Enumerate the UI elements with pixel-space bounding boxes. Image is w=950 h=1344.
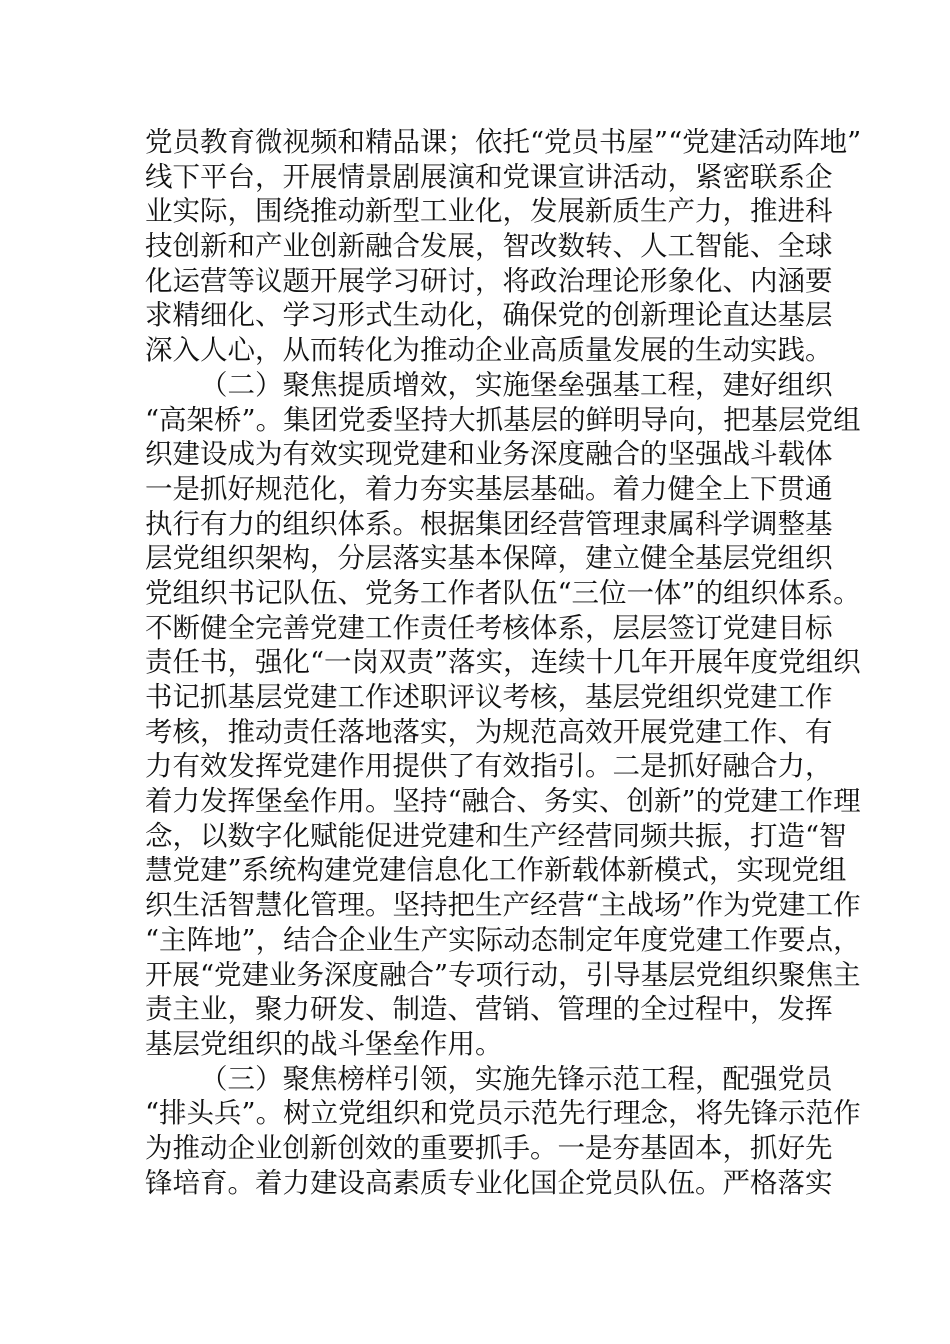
text-line: 深入人心，从而转化为推动企业高质量发展的生动实践。 bbox=[145, 334, 833, 367]
text-line: 为推动企业创新创效的重要抓手。一是夯基固本，抓好先 bbox=[145, 1131, 833, 1164]
text-line: 责主业，聚力研发、制造、营销、管理的全过程中，发挥 bbox=[145, 993, 833, 1026]
text-line: 技创新和产业创新融合发展，智改数转、人工智能、全球 bbox=[145, 230, 833, 263]
text-line: 考核，推动责任落地落实，为规范高效开展党建工作、有 bbox=[145, 715, 833, 748]
text-line: 责任书，强化“一岗双责”落实，连续十几年开展年度党组织 bbox=[145, 646, 861, 679]
text-line: 一是抓好规范化，着力夯实基层基础。着力健全上下贯通 bbox=[145, 472, 833, 505]
text-line: 线下平台，开展情景剧展演和党课宣讲活动，紧密联系企 bbox=[145, 160, 833, 193]
section-heading-line: （三）聚焦榜样引领，实施先锋示范工程，配强党员 bbox=[200, 1062, 833, 1095]
text-line: 力有效发挥党建作用提供了有效指引。二是抓好融合力， bbox=[145, 750, 833, 783]
text-line: 念，以数字化赋能促进党建和生产经营同频共振，打造“智 bbox=[145, 819, 847, 852]
text-line: “主阵地”，结合企业生产实际动态制定年度党建工作要点， bbox=[145, 923, 861, 956]
text-line: 层党组织架构，分层落实基本保障，建立健全基层党组织 bbox=[145, 542, 833, 575]
text-line: 党组织书记队伍、党务工作者队伍“三位一体”的组织体系。 bbox=[145, 576, 861, 609]
text-line: “高架桥”。集团党委坚持大抓基层的鲜明导向，把基层党组 bbox=[145, 403, 861, 436]
text-line: 化运营等议题开展学习研讨，将政治理论形象化、内涵要 bbox=[145, 264, 833, 297]
text-line: 开展“党建业务深度融合”专项行动，引导基层党组织聚焦主 bbox=[145, 958, 861, 991]
text-line: 织生活智慧化管理。坚持把生产经营“主战场”作为党建工作 bbox=[145, 889, 861, 922]
text-line: “排头兵”。树立党组织和党员示范先行理念，将先锋示范作 bbox=[145, 1097, 861, 1130]
text-line: 基层党组织的战斗堡垒作用。 bbox=[145, 1027, 503, 1060]
text-line: 书记抓基层党建工作述职评议考核，基层党组织党建工作 bbox=[145, 681, 833, 713]
section-heading-line: （二）聚焦提质增效，实施堡垒强基工程，建好组织 bbox=[200, 368, 833, 401]
text-line: 织建设成为有效实现党建和业务深度融合的坚强战斗载体 bbox=[145, 438, 833, 471]
text-line: 不断健全完善党建工作责任考核体系，层层签订党建目标 bbox=[145, 611, 833, 644]
document-page bbox=[145, 125, 862, 1200]
text-line: 求精细化、学习形式生动化，确保党的创新理论直达基层 bbox=[145, 299, 833, 332]
text-line: 着力发挥堡垒作用。坚持“融合、务实、创新”的党建工作理 bbox=[145, 785, 861, 818]
text-line: 党员教育微视频和精品课；依托“党员书屋”“党建活动阵地” bbox=[145, 126, 862, 158]
text-line: 慧党建”系统构建党建信息化工作新载体新模式，实现党组 bbox=[145, 854, 847, 887]
text-line: 执行有力的组织体系。根据集团经营管理隶属科学调整基 bbox=[145, 507, 833, 540]
text-line: 业实际，围绕推动新型工业化，发展新质生产力，推进科 bbox=[145, 195, 833, 228]
text-line: 锋培育。着力建设高素质专业化国企党员队伍。严格落实 bbox=[145, 1166, 833, 1199]
